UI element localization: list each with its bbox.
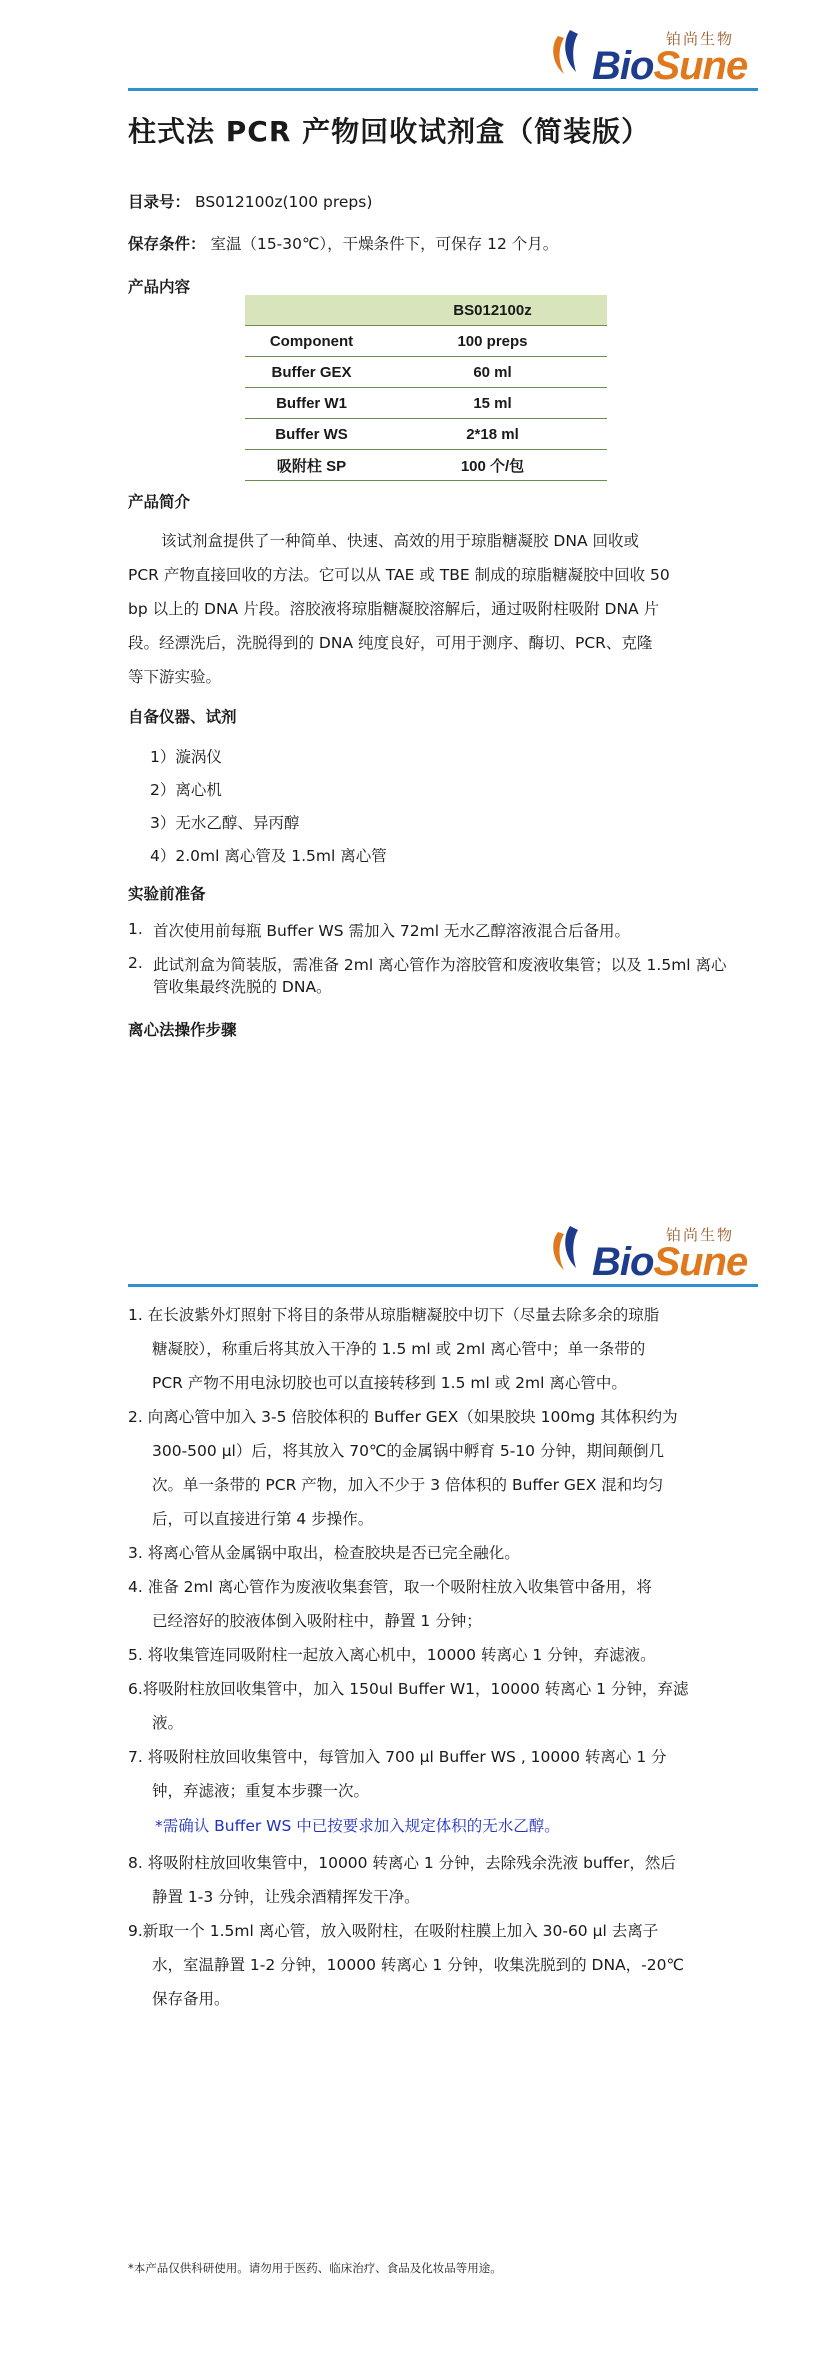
table-header-catalog: BS012100z: [378, 295, 607, 326]
brand-name-cn: 铂尚生物: [666, 30, 735, 48]
footer-disclaimer: *本产品仅供科研使用。请勿用于医药、临床治疗、食品及化妆品等用途。: [128, 2261, 502, 2275]
brand-name-cn: 铂尚生物: [666, 1226, 735, 1244]
step-2: 2. 向离心管中加入 3-5 倍胶体积的 Buffer GEX（如果胶块 100mg 其体积约为 300-500 μl）后，将其放入 70℃的金属锅中孵育 5-10 分钟，期间颠倒几 次。单一条带的 PCR 产物，加入不少于 3 倍体积的 Buffer GEX 混和均匀 后，可以直接进行第 4 步操作。: [128, 1408, 678, 1528]
table-row: 吸附柱 SP 100 个/包: [245, 450, 607, 481]
table-row: Buffer GEX 60 ml: [245, 357, 607, 388]
step-1: 1. 在长波紫外灯照射下将目的条带从琼脂糖凝胶中切下（尽量去除多余的琼脂 糖凝胶），称重后将其放入干净的 1.5 ml 或 2ml 离心管中；单一条带的 PCR 产物不用电泳切胶也可以直接转移到 1.5 ml 或 2ml 离心管中。: [128, 1306, 660, 1392]
list-item: 1）漩涡仪: [150, 748, 222, 766]
step-9: 9.新取一个 1.5ml 离心管，放入吸附柱，在吸附柱膜上加入 30-60 μl 去离子 水，室温静置 1-2 分钟，10000 转离心 1 分钟，收集洗脱到的 DNA，-20℃ 保存备用。: [128, 1922, 684, 2008]
storage-value: 室温（15-30℃），干燥条件下，可保存 12 个月。: [210, 235, 559, 253]
page-2: [0, 1200, 840, 2374]
ethanol-note: *需确认 Buffer WS 中已按要求加入规定体积的无水乙醇。: [155, 1817, 560, 1835]
list-item: 4）2.0ml 离心管及 1.5ml 离心管: [150, 847, 387, 865]
table-row: Buffer W1 15 ml: [245, 388, 607, 419]
table-row: Component 100 preps: [245, 326, 607, 357]
header-rule: [128, 88, 758, 91]
storage-line: [128, 232, 558, 254]
step-3: 3. 将离心管从金属锅中取出，检查胶块是否已完全融化。: [128, 1544, 520, 1562]
contents-table: [245, 295, 607, 481]
catalog-line: [128, 190, 372, 212]
contents-heading: 产品内容: [128, 278, 191, 296]
brand-logo: [548, 22, 748, 92]
brand-name-en: BioSune: [592, 1240, 748, 1284]
header-rule: [128, 1284, 758, 1287]
procedure-heading: 离心法操作步骤: [128, 1021, 237, 1039]
document-title: 柱式法 PCR 产物回收试剂盒（简装版）: [128, 115, 651, 148]
step-6: 6.将吸附柱放回收集管中，加入 150ul Buffer W1，10000 转离心 1 分钟，弃滤 液。: [128, 1680, 689, 1732]
intro-paragraph: 该试剂盒提供了一种简单、快速、高效的用于琼脂糖凝胶 DNA 回收或 PCR 产物直接回收的方法。它可以从 TAE 或 TBE 制成的琼脂糖凝胶中回收 50 bp 以上的 DNA 片段。溶胶液将琼脂糖凝胶溶解后，通过吸附柱吸附 DNA 片 段。经漂洗后，洗脱得到的 DNA 纯度良好，可用于测序、酶切、PCR、克隆 等下游实验。: [128, 532, 670, 686]
list-item: 3）无水乙醇、异丙醇: [150, 814, 300, 832]
brand-logo: [548, 1218, 748, 1288]
logo-mark-icon: [548, 28, 592, 78]
table-row: Buffer WS 2*18 ml: [245, 419, 607, 450]
step-7: 7. 将吸附柱放回收集管中，每管加入 700 μl Buffer WS , 10000 转离心 1 分 钟，弃滤液；重复本步骤一次。: [128, 1748, 667, 1800]
brand-name-en: BioSune: [592, 44, 748, 88]
catalog-label: 目录号：: [128, 193, 191, 211]
page-1: 铂尚生物 BioSune 柱式法 PCR 产物回收试剂盒（简装版） 目录号： BS012100z(100 preps) 保存条件： 室温（15-30℃），干燥条件下，可保存 12 个月。 产品内容 BS012100z Component 100 preps Buffer GEX 60 ml Buffer W1 15 ml Buffer WS 2*18 ml 吸附柱 SP 100 个/包 产品简介 该试剂盒提供了一种简单、快速、高效的用于琼脂糖凝胶 DNA 回收或 PCR 产物直接回收的方法。它可以从 TAE 或 TBE 制成的琼脂糖凝胶中回收 50 bp 以上的 DNA 片段。溶胶液将琼脂糖凝胶溶解后，通过吸附柱吸附 DNA 片 段。经漂洗后，洗脱得到的 DNA 纯度良好，可用于测序、酶切、PCR、克隆 等下游实验。 自备仪器、试剂 1）漩涡仪 2）离心机 3）无水乙醇、异丙醇 4）2.0ml 离心管及 1.5ml 离心管 实验前准备 1. 首次使用前每瓶 Buffer WS 需加入 72ml 无水乙醇溶液混合后备用。 2. 此试剂盒为简装版，需准备 2ml 离心管作为溶胶管和废液收集管；以及 1.5ml 离心管收集最终洗脱的 DNA。 离心法操作步骤: [0, 0, 840, 1200]
equipment-heading: 自备仪器、试剂: [128, 708, 237, 726]
step-4: 4. 准备 2ml 离心管作为废液收集套管，取一个吸附柱放入收集管中备用，将 已经溶好的胶液体倒入吸附柱中，静置 1 分钟；: [128, 1578, 652, 1630]
list-item: 2）离心机: [150, 781, 222, 799]
step-5: 5. 将收集管连同吸附柱一起放入离心机中，10000 转离心 1 分钟，弃滤液。: [128, 1646, 656, 1664]
step-8: 8. 将吸附柱放回收集管中，10000 转离心 1 分钟，去除残余洗液 buffer，然后 静置 1-3 分钟，让残余酒精挥发干净。: [128, 1854, 676, 1906]
logo-mark-icon: [548, 1224, 592, 1274]
prep-heading: 实验前准备: [128, 885, 206, 903]
table-header-row: [245, 295, 607, 326]
catalog-value: BS012100z(100 preps): [194, 193, 373, 211]
intro-heading: 产品简介: [128, 493, 191, 511]
storage-label: 保存条件：: [128, 235, 206, 253]
